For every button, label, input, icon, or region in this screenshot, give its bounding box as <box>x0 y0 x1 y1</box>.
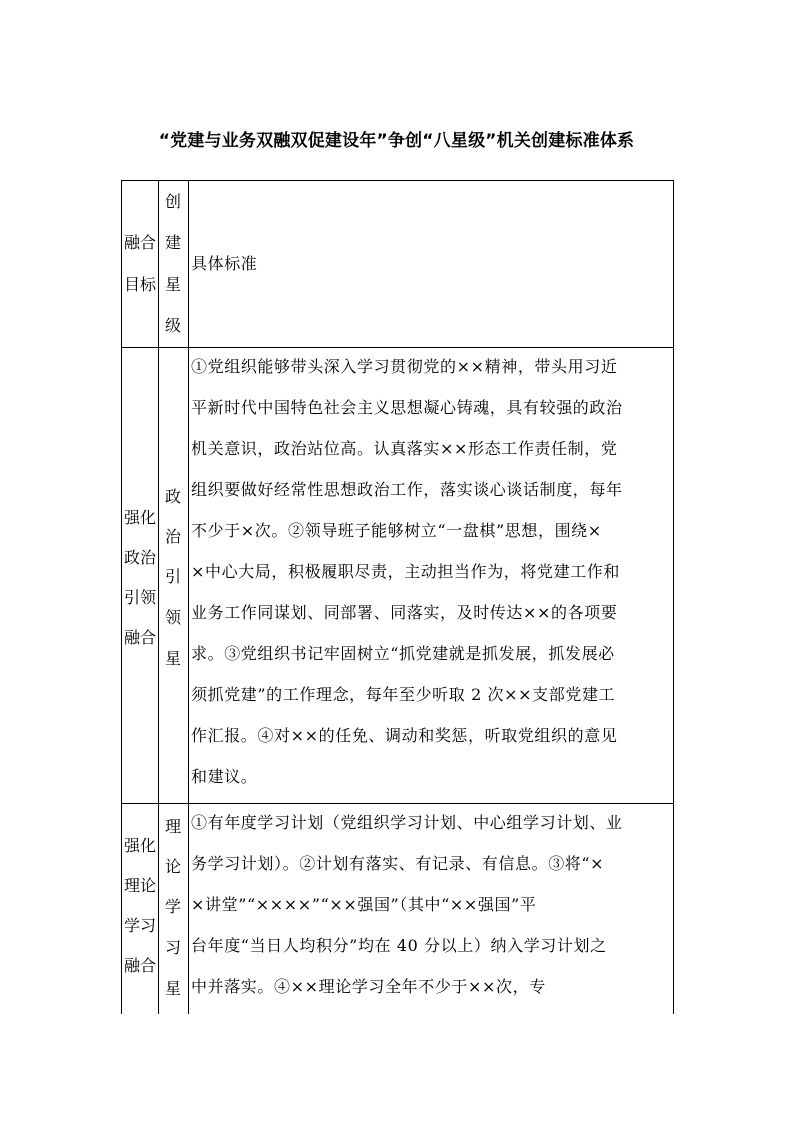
row2-goal-text: 理论 <box>123 876 156 895</box>
row1-standard-line: 业务工作同谋划、同部署、同落实，及时传达××的各项要 <box>191 603 618 622</box>
row2-standard-line: 中并落实。④××理论学习全年不少于××次，专 <box>191 977 546 996</box>
row1-star-text: 星 <box>164 649 181 668</box>
row1-star-text: 政 <box>164 487 181 506</box>
row2-star-text: 习 <box>164 938 181 957</box>
row1-standard-line: 和建议。 <box>191 767 258 786</box>
row1-standard-line: ①党组织能够带头深入学习贯彻党的××精神，带头用习近 <box>191 357 618 376</box>
row1-standard-line: 平新时代中国特色社会主义思想凝心铸魂，具有较强的政治 <box>191 398 623 417</box>
row1-star-text: 治 <box>164 527 181 546</box>
row1-standard-line: 机关意识，政治站位高。认真落实××形态工作责任制，党 <box>191 439 618 458</box>
row1-standard-line: 不少于×次。②领导班子能够树立“一盘棋”思想，围绕× <box>191 521 602 540</box>
row1-standard-line: 求。③党组织书记牢固树立“抓党建就是抓发展，抓发展必 <box>191 644 615 663</box>
row2-standard-line: 务学习计划）。②计划有落实、有记录、有信息。③将“× <box>191 854 605 873</box>
row1-star-text: 领 <box>164 608 181 627</box>
table-top-border <box>121 180 674 181</box>
row2-star-text: 论 <box>164 857 181 876</box>
row2-standard-line: ×讲堂”“××××”“××强国”（其中“××强国”平 <box>191 895 537 914</box>
row2-standard-line: ①有年度学习计划（党组织学习计划、中心组学习计划、业 <box>191 813 623 832</box>
header-star-text: 星 <box>164 275 181 294</box>
header-goal-text: 融合 <box>123 233 156 252</box>
row2-star-text: 星 <box>164 979 181 998</box>
header-star-text: 创 <box>164 192 181 211</box>
row1-goal-text: 引领 <box>123 588 156 607</box>
header-star-text: 级 <box>164 316 181 335</box>
document-title: “党建与业务双融双促建设年”争创“八星级”机关创建标准体系 <box>158 131 635 151</box>
row2-star-text: 理 <box>164 817 181 836</box>
row1-standard-line: 组织要做好经常性思想政治工作，落实谈心谈话制度，每年 <box>191 480 623 499</box>
row2-goal-text: 融合 <box>123 956 156 975</box>
standards-table <box>121 180 674 1014</box>
header-standard-text: 具体标准 <box>191 254 258 273</box>
row-divider <box>121 347 674 348</box>
row2-goal-text: 学习 <box>123 916 156 935</box>
row1-standard-line: 作汇报。④对××的任免、调动和奖惩，听取党组织的意见 <box>191 726 618 745</box>
row2-goal-text: 强化 <box>123 836 156 855</box>
row1-goal-text: 融合 <box>123 628 156 647</box>
table-right-border <box>673 180 674 1014</box>
row1-star-text: 引 <box>164 567 181 586</box>
header-star-text: 建 <box>164 233 181 252</box>
row-divider <box>121 803 674 804</box>
row1-goal-text: 政治 <box>123 548 156 567</box>
row1-standard-line: ×中心大局，积极履职尽责，主动担当作为，将党建工作和 <box>191 562 621 581</box>
row1-standard-line: 须抓党建”的工作理念，每年至少听取 2 次××支部党建工 <box>191 685 616 704</box>
row1-goal-text: 强化 <box>123 508 156 527</box>
column-divider <box>188 180 189 1014</box>
row2-star-text: 学 <box>164 897 181 916</box>
header-goal-text: 目标 <box>123 275 156 294</box>
row2-standard-line: 台年度“当日人均积分”均在 40 分以上）纳入学习计划之 <box>191 936 607 955</box>
